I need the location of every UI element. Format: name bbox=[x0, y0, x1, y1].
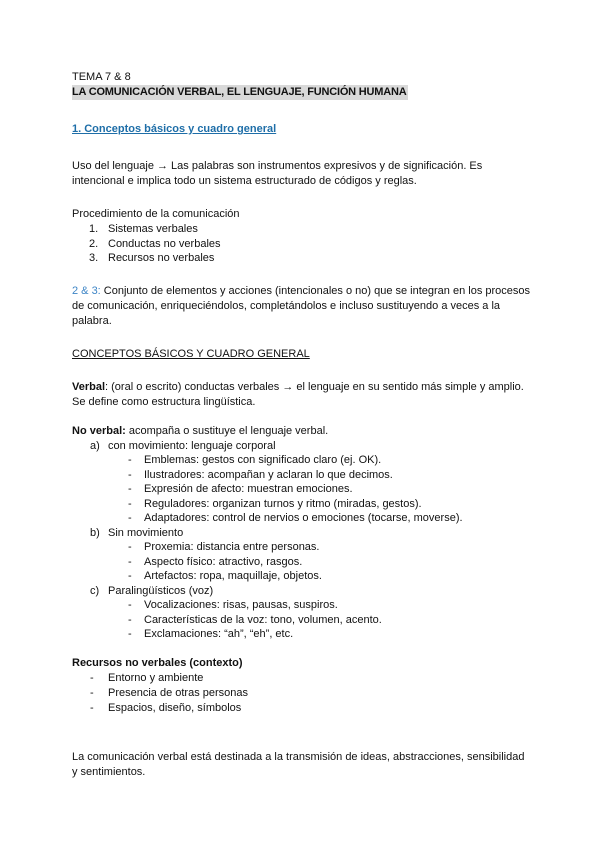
dash-marker: - bbox=[128, 613, 132, 626]
list-item-text: Vocalizaciones: risas, pausas, suspiros. bbox=[144, 599, 338, 611]
dash-marker: - bbox=[128, 555, 132, 568]
group-label: Sin movimiento bbox=[108, 526, 184, 539]
dash-marker: - bbox=[90, 686, 94, 699]
list-item-text: Recursos no verbales bbox=[108, 252, 215, 264]
list-item bbox=[72, 468, 532, 483]
list-item bbox=[72, 598, 532, 613]
list-item-text: Adaptadores: control de nervios o emociones (tocarse, moverse). bbox=[144, 512, 463, 524]
list-item-text: Sistemas verbales bbox=[108, 223, 198, 235]
list-marker: 3. bbox=[89, 252, 99, 264]
list-item-text: Expresión de afecto: muestran emociones. bbox=[144, 483, 353, 495]
concepts-heading: CONCEPTOS BÁSICOS Y CUADRO GENERAL bbox=[72, 347, 310, 360]
list-item-text: Proxemia: distancia entre personas. bbox=[144, 541, 320, 553]
group-a bbox=[72, 439, 532, 454]
list-item bbox=[72, 251, 532, 266]
topic-label: TEMA 7 & 8 bbox=[72, 71, 131, 83]
list-item-text: Características de la voz: tono, volumen, acento. bbox=[144, 613, 382, 626]
group-b bbox=[72, 526, 532, 541]
group-marker: c) bbox=[90, 584, 100, 597]
dash-marker: - bbox=[128, 512, 132, 524]
dash-marker: - bbox=[128, 628, 132, 640]
list-item bbox=[72, 540, 532, 555]
group-c bbox=[72, 584, 532, 599]
list-item bbox=[72, 237, 532, 252]
list-item bbox=[72, 497, 532, 512]
document-title: LA COMUNICACIÓN VERBAL, EL LENGUAJE, FUNCIÓN HUMANA bbox=[72, 86, 407, 98]
resources-list bbox=[72, 671, 532, 716]
title-block bbox=[72, 85, 532, 100]
list-item-text: Artefactos: ropa, maquillaje, objetos. bbox=[144, 570, 322, 582]
group-label: Paralingüísticos (voz) bbox=[108, 584, 214, 597]
nonverbal-text: acompaña o sustituye el lenguaje verbal. bbox=[125, 424, 329, 437]
section-heading-link[interactable]: 1. Conceptos básicos y cuadro general bbox=[72, 123, 277, 135]
procedure-list bbox=[72, 222, 532, 266]
list-item bbox=[72, 482, 532, 497]
list-item-text: Exclamaciones: “ah”, “eh”, etc. bbox=[144, 628, 294, 640]
conclusion-paragraph: La comunicación verbal está destinada a la transmisión de ideas, abstracciones, sensibilidad y sentimientos. bbox=[72, 750, 525, 778]
group-marker: a) bbox=[90, 439, 100, 452]
note-text: Conjunto de elementos y acciones (intencionales o no) que se integran en los procesos de comunicación, enriqueciéndolos, completándolos e incluso sustituyendo a veces a la palabra. bbox=[72, 284, 531, 327]
dash-marker: - bbox=[128, 570, 132, 582]
verbal-paragraph bbox=[72, 380, 532, 410]
list-item-text: Conductas no verbales bbox=[108, 237, 221, 250]
list-item-text: Emblemas: gestos con significado claro (ej. OK). bbox=[144, 454, 382, 466]
list-item-text: Presencia de otras personas bbox=[108, 686, 249, 699]
dash-marker: - bbox=[128, 497, 132, 510]
group-label: con movimiento: lenguaje corporal bbox=[108, 439, 276, 452]
dash-marker: - bbox=[128, 483, 132, 495]
list-item-text: Reguladores: organizan turnos y ritmo (miradas, gestos). bbox=[144, 497, 422, 510]
nonverbal-label: No verbal: bbox=[72, 424, 126, 437]
list-item bbox=[72, 627, 532, 642]
list-item bbox=[72, 555, 532, 570]
dash-marker: - bbox=[90, 701, 94, 714]
intro-paragraph: Uso del lenguaje → Las palabras son instrumentos expresivos y de significación. Es intencional e implica todo un sistema estructurado de códigos y reglas. bbox=[72, 160, 483, 187]
list-item bbox=[72, 511, 532, 526]
list-item bbox=[72, 453, 532, 468]
list-item-text: Aspecto físico: atractivo, rasgos. bbox=[144, 555, 303, 568]
nonverbal-groups bbox=[72, 439, 532, 642]
dash-marker: - bbox=[90, 671, 94, 684]
list-item bbox=[72, 613, 532, 628]
note-paragraph bbox=[72, 284, 532, 329]
dash-marker: - bbox=[128, 468, 132, 481]
dash-marker: - bbox=[128, 599, 132, 611]
document-page bbox=[72, 70, 532, 780]
list-item bbox=[72, 569, 532, 584]
list-item bbox=[72, 671, 532, 686]
list-item-text: Entorno y ambiente bbox=[108, 671, 204, 684]
nonverbal-paragraph bbox=[72, 424, 532, 439]
list-item-text: Espacios, diseño, símbolos bbox=[108, 701, 242, 714]
resources-heading-text: Recursos no verbales (contexto) bbox=[72, 656, 243, 669]
verbal-text: : (oral o escrito) conductas verbales → el lenguaje en su sentido más simple y amplio. Se define como estructura lingüística. bbox=[72, 380, 524, 408]
procedure-label: Procedimiento de la comunicación bbox=[72, 208, 240, 220]
dash-marker: - bbox=[128, 541, 132, 553]
list-marker: 1. bbox=[89, 223, 99, 235]
dash-marker: - bbox=[128, 454, 132, 466]
list-item bbox=[72, 701, 532, 716]
group-marker: b) bbox=[90, 526, 100, 539]
list-item bbox=[72, 686, 532, 701]
list-item-text: Ilustradores: acompañan y aclaran lo que decimos. bbox=[144, 468, 393, 481]
resources-heading bbox=[72, 656, 532, 671]
note-ref: 2 & 3: bbox=[72, 284, 101, 297]
list-item bbox=[72, 222, 532, 237]
verbal-label: Verbal bbox=[72, 380, 106, 393]
list-marker: 2. bbox=[89, 237, 99, 250]
